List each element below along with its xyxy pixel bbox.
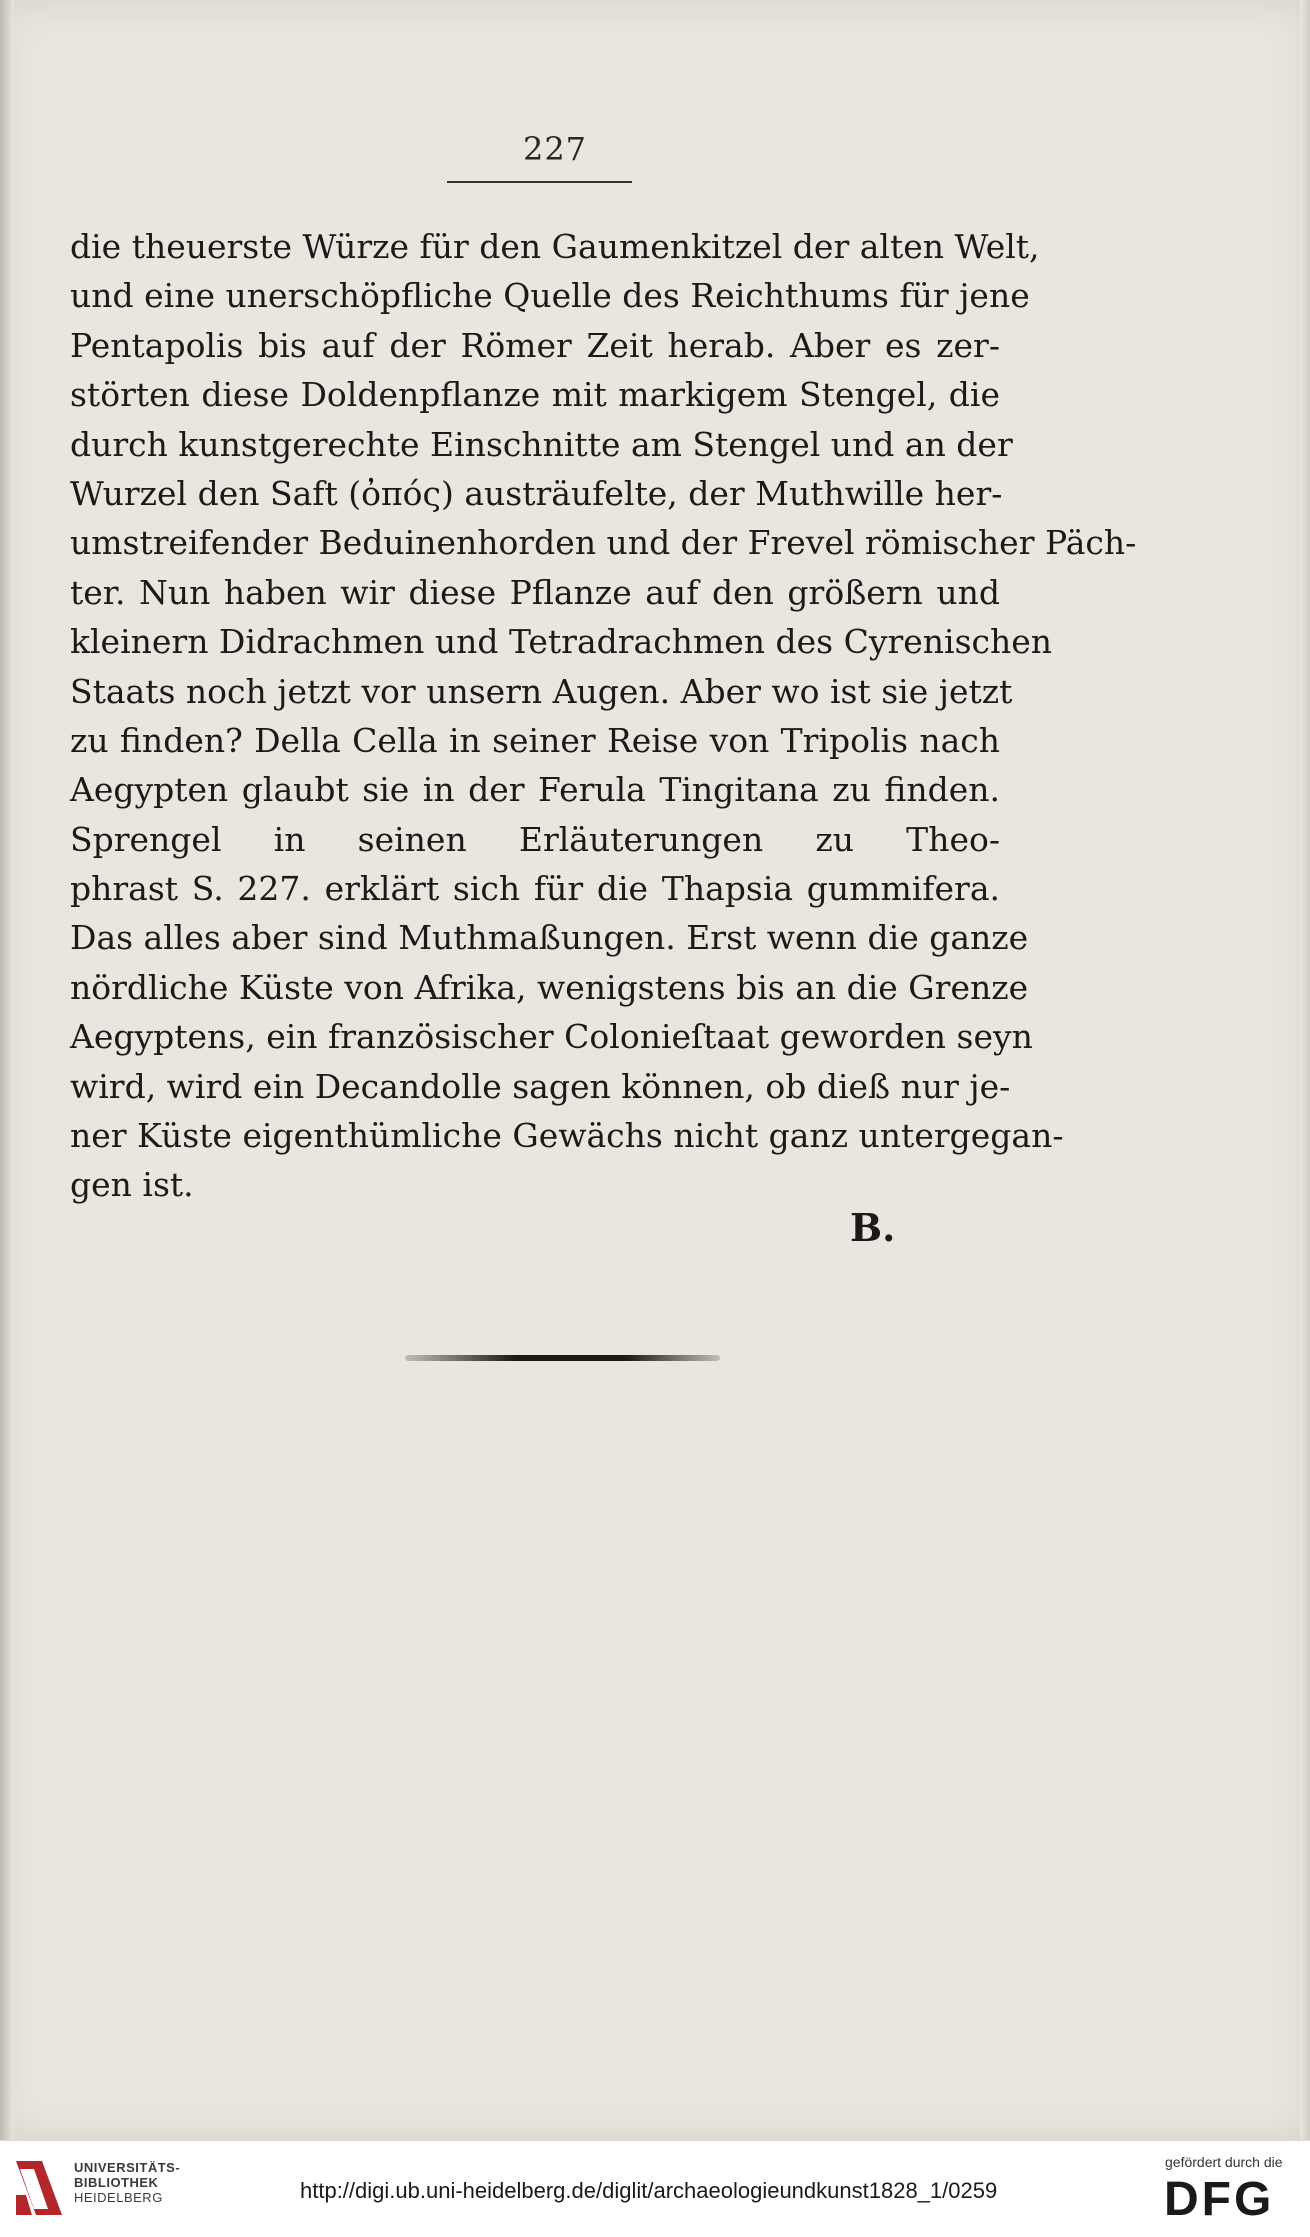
text-line: wird, wird ein Decandolle sagen können, ob dieß nur je- (70, 1066, 1011, 1106)
library-logo-icon (12, 2155, 66, 2221)
text-line: durch kunstgerechte Einschnitte am Stengel und an der (70, 424, 1013, 464)
text-line: zu finden? Della Cella in seiner Reise von Tripolis nach (70, 720, 1000, 760)
closing-rule (405, 1355, 720, 1361)
text-line: ner Küste eigenthümliche Gewächs nicht ganz untergegan- (70, 1116, 1064, 1156)
permalink-link[interactable]: http://digi.ub.uni-heidelberg.de/diglit/archaeologieundkunst1828_1/0259 (300, 2178, 998, 2203)
library-name-line: UNIVERSITÄTS- (74, 2160, 181, 2175)
text-line: kleinern Didrachmen und Tetradrachmen des Cyrenischen (70, 622, 1053, 662)
text-line: störten diese Doldenpflanze mit markigem Stengel, die (70, 375, 1000, 415)
text-line: nördliche Küste von Afrika, wenigstens bis an die Grenze (70, 967, 1029, 1007)
header-rule (447, 181, 632, 183)
text-line: Aegyptens, ein französischer Colonieſtaat geworden seyn (70, 1017, 1033, 1057)
page-left-shadow (0, 0, 14, 2140)
library-name (74, 2160, 180, 2205)
page-right-shadow (1300, 0, 1310, 2140)
text-line: Pentapolis bis auf der Römer Zeit herab. Aber es zer- (70, 325, 1000, 365)
text-line: phrast S. 227. erklärt sich für die Thapsia gummifera. (70, 869, 1000, 909)
text-line: Wurzel den Saft (ὀπός) austräufelte, der Muthwille her- (70, 473, 1003, 513)
text-line: Staats noch jetzt vor unsern Augen. Aber wo ist sie jetzt (70, 671, 1013, 711)
body-text (70, 222, 1137, 1210)
page-number: 227 (522, 130, 588, 168)
text-line: Aegypten glaubt sie in der Ferula Tingitana zu finden. (70, 770, 1000, 810)
library-name-line: HEIDELBERG (74, 2190, 163, 2205)
text-line: Sprengel in seinen Erläuterungen zu Theo- (70, 819, 1000, 859)
text-line: gen ist. (70, 1165, 194, 1205)
text-line: ter. Nun haben wir diese Pflanze auf den größern und (70, 572, 1000, 612)
text-line: umstreifender Beduinenhorden und der Frevel römischer Päch- (70, 523, 1137, 563)
text-line: die theuerste Würze für den Gaumenkitzel der alten Welt, (70, 227, 1040, 266)
funder-caption: gefördert durch die (1165, 2154, 1283, 2170)
text-line: Das alles aber sind Muthmaßungen. Erst wenn die ganze (70, 918, 1029, 958)
text-line: und eine unerschöpfliche Quelle des Reichthums für jene (70, 276, 1030, 316)
library-name-line: BIBLIOTHEK (74, 2175, 159, 2190)
signature: B. (850, 1205, 896, 1250)
dfg-logo: DFG (1164, 2173, 1275, 2226)
